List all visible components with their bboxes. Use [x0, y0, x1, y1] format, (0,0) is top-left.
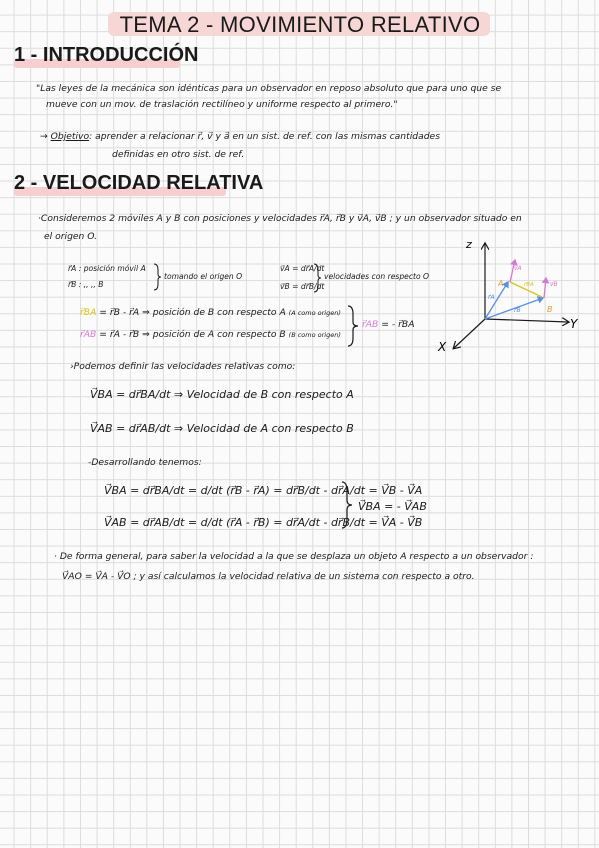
section-heading-velocity: 2 - VELOCIDAD RELATIVA	[14, 172, 264, 194]
axis-x-label: X	[438, 340, 447, 354]
page-title: TEMA 2 - MOVIMIENTO RELATIVO	[119, 12, 481, 37]
vb-label: v⃗B	[550, 281, 558, 288]
brace-icon	[340, 480, 354, 530]
rba-definition	[80, 306, 341, 320]
position-a-def: r⃗A : posición móvil A	[68, 264, 146, 273]
velocity-a-def: v⃗A = dr⃗A/dt	[280, 264, 325, 273]
velocity-intro-line1: ·Consideremos 2 móviles A y B con posiciones y velocidades r⃗A, r⃗B y v⃗A, v⃗B ; y un observador situado en	[38, 213, 522, 224]
vba-definition: V⃗BA = dr⃗BA/dt ⇒ Velocidad de B con respecto A	[90, 388, 354, 401]
objective-arrow-icon: →	[40, 131, 48, 142]
brace-icon	[152, 262, 162, 292]
objective-line1	[40, 130, 440, 144]
objective-text: : aprender a relacionar r⃗, v⃗ y a⃗ en un sist. de ref. con las mismas cantidades	[89, 131, 440, 142]
rab-note: (B como origen)	[288, 331, 341, 339]
intro-quote-line1: "Las leyes de la mecánica son idénticas para un observador en reposo absoluto que para uno que se	[36, 83, 502, 94]
brace-icon	[346, 304, 360, 348]
ra-label: r⃗A	[488, 294, 495, 301]
objective-line2: definidas en otro sist. de ref.	[112, 149, 245, 160]
section-heading-intro: 1 - INTRODUCCIÓN	[14, 44, 199, 66]
va-label: v⃗A	[514, 265, 522, 272]
general-text: ; y así calculamos la velocidad relativa de un sistema con respecto a otro.	[130, 571, 475, 582]
reference-frame-diagram	[430, 236, 585, 358]
rba-rhs: = r⃗B - r⃗A ⇒ posición de B con respecto A	[99, 307, 286, 318]
brace-icon	[312, 262, 322, 294]
x-axis	[454, 319, 485, 348]
rab-rhs: = r⃗A - r⃗B ⇒ posición de A con respecto B	[99, 329, 286, 340]
rba-note: (A como origen)	[288, 309, 341, 317]
velocity-intro-line2: el origen O.	[44, 231, 98, 242]
position-b-def: r⃗B : ,, ,, B	[68, 280, 104, 289]
development-result: V⃗BA = - V⃗AB	[358, 500, 427, 513]
rab-definition	[80, 328, 341, 342]
rba-label: r⃗BA	[524, 282, 534, 288]
axis-y-label: Y	[570, 317, 578, 331]
y-axis	[485, 319, 568, 322]
vab-development: V⃗AB = dr⃗AB/dt = d/dt (r⃗A - r⃗B) = dr⃗A/dt - dr⃗B/dt = V⃗A - V⃗B	[104, 516, 423, 529]
intro-quote-line2: mueve con un mov. de traslación rectilíneo y uniforme respecto al primero."	[46, 99, 398, 110]
origin-note: tomando el origen O	[164, 272, 243, 281]
rb-label: r⃗B	[514, 307, 521, 314]
point-a-label: A	[498, 279, 504, 288]
vba-development: V⃗BA = dr⃗BA/dt = d/dt (r⃗B - r⃗A) = dr⃗B/dt - dr⃗A/dt = V⃗B - V⃗A	[104, 484, 423, 497]
general-line1: · De forma general, para saber la velocidad a la que se desplaza un objeto A respecto a un observador :	[54, 551, 534, 562]
rab-result	[362, 318, 415, 332]
axis-z-label: z	[466, 238, 472, 251]
rab-symbol: r⃗AB	[80, 329, 97, 340]
objective-label: Objetivo	[50, 131, 90, 142]
velocity-note: velocidades con respecto O	[324, 272, 430, 281]
rab-result-lhs: r⃗AB	[362, 319, 379, 330]
rab-result-rhs: = - r⃗BA	[381, 319, 415, 330]
velocity-b-def: v⃗B = dr⃗B/dt	[280, 282, 325, 291]
point-b-label: B	[547, 305, 553, 314]
page-title-block	[100, 8, 500, 38]
general-formula: V⃗AO = V⃗A - V⃗O	[62, 571, 131, 582]
develop-text: -Desarrollando tenemos:	[88, 457, 202, 468]
define-text: ›Podemos definir las velocidades relativas como:	[70, 361, 296, 372]
general-line2	[62, 570, 475, 584]
rba-symbol: r⃗BA	[80, 307, 97, 318]
vab-definition: V⃗AB = dr⃗AB/dt ⇒ Velocidad de A con respecto B	[90, 422, 354, 435]
velocity-vector-b	[544, 278, 546, 298]
